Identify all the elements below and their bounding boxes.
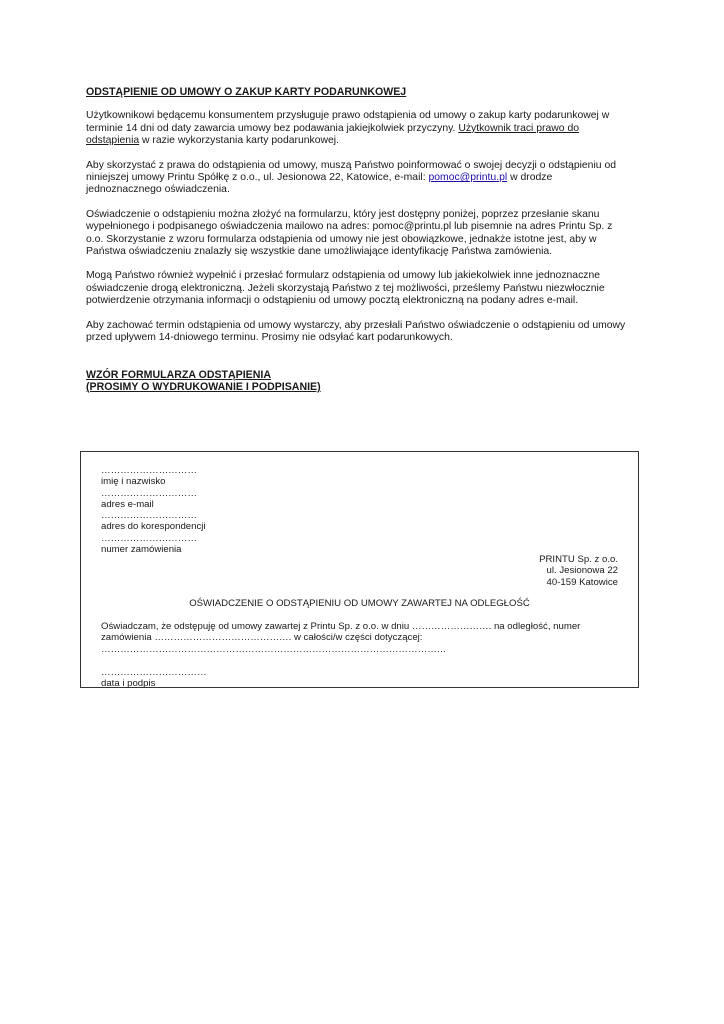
declaration-body: [101, 621, 618, 655]
paragraph-electronic-form: Mogą Państwo również wypełnić i przesłać formularz odstąpienia od umowy lub jakiekolwiek inne jednoznaczne oświadczenie drogą elektroniczną. Jeżeli skorzystają Państwo z tej możliwości, prześlemy Państwu niezwłocznie potwierdzenie otrzymania informacji o odstąpieniu od umowy pocztą elektroniczną na podany adres e-mail.: [86, 270, 605, 307]
address-label: adres do korespondencji: [101, 521, 206, 533]
document-title: ODSTĄPIENIE OD UMOWY O ZAKUP KARTY PODARUNKOWEJ: [86, 86, 407, 98]
paragraph-right-to-withdraw: Użytkownikowi będącemu konsumentem przysługuje prawo odstąpienia od umowy o zakup karty podarunkowej w terminie 14 dni od daty zawarcia umowy bez podawania jakiejkolwiek przyczyny. Użytkownik traci prawo do odstąpienia w razie wykorzystania karty podarunkowej.: [86, 110, 610, 147]
email-link[interactable]: pomoc@printu.pl: [428, 172, 508, 184]
email-dots: …………………………: [101, 487, 197, 499]
signature-block: [101, 667, 207, 690]
email-label: adres e-mail: [101, 498, 154, 510]
order-label: numer zamówienia: [101, 544, 182, 556]
paragraph-form-submission: Oświadczenie o odstąpieniu można złożyć na formularzu, który jest dostępny poniżej, poprzez przesłanie skanu wypełnionego i podpisanego oświadczenia mailowo na adres: pomoc@printu.pl lub pisemnie na adres Printu Sp. z o.o. Skorzystanie z wzoru formularza odstąpienia od umowy nie jest obowiązkowe, jednakże istotne jest, aby w Państwa oświadczeniu znalazły się wszystkie dane umożliwiające identyfikację Państwa zamówienia.: [86, 208, 613, 258]
order-dots: …………………………: [101, 532, 197, 544]
declaration-line-1: Oświadczam, że odstępuję od umowy zawartej z Printu Sp. z o.o. w dniu ……………………. na odległość, numer: [101, 621, 581, 632]
name-dots: …………………………: [101, 465, 197, 476]
company-name: PRINTU Sp. z o.o.: [539, 554, 618, 565]
document-body: [86, 86, 626, 393]
company-address: [539, 554, 618, 588]
signature-dots: ……………………………: [101, 667, 207, 678]
declaration-title: OŚWIADCZENIE O ODSTĄPIENIU OD UMOWY ZAWARTEJ NA ODLEGŁOŚĆ: [189, 598, 530, 609]
form-fields: [101, 465, 206, 555]
declaration-line-2: zamówienia ……………………………………. w całości/w części dotyczącej:: [101, 632, 423, 644]
name-label: imię i nazwisko: [101, 476, 166, 488]
declaration-line-3: ………………………………………………………………………………………………: [101, 643, 447, 655]
underlined-loss-of-right: Użytkownik traci prawo do odstąpienia: [86, 122, 580, 147]
signature-label: data i podpis: [101, 678, 156, 690]
withdrawal-form: [80, 451, 639, 688]
company-street: ul. Jesionowa 22: [546, 565, 618, 577]
form-heading: WZÓR FORMULARZA ODSTĄPIENIA (PROSIMY O WYDRUKOWANIE I PODPISANIE): [86, 368, 321, 393]
paragraph-deadline: Aby zachować termin odstąpienia od umowy wystarczy, aby przesłali Państwo oświadczenie o odstąpieniu od umowy przed upływem 14-dniowego terminu. Prosimy nie odsyłać kart podarunkowych.: [86, 319, 626, 344]
company-city: 40-159 Katowice: [546, 576, 618, 588]
paragraph-how-to-withdraw: Aby skorzystać z prawa do odstąpienia od umowy, muszą Państwo poinformować o swojej decyzji o odstąpieniu od niniejszej umowy Printu Spółkę z o.o., ul. Jesionowa 22, Katowice, e-mail: pomoc@printu.pl w drodze jednoznacznego oświadczenia.: [86, 159, 616, 196]
address-dots: …………………………: [101, 510, 197, 522]
